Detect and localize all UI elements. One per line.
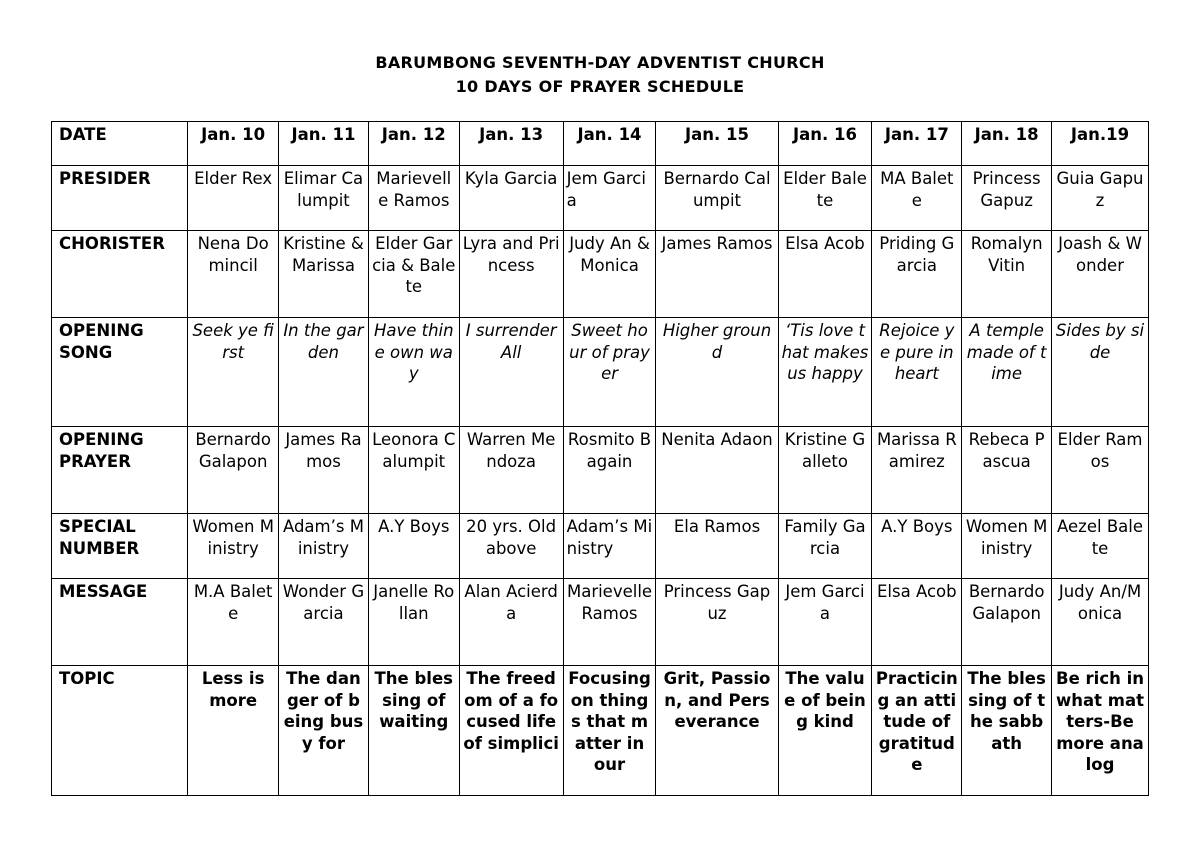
date-cell: Jan. 13	[459, 122, 563, 166]
presider-cell: Jem Garcia	[563, 166, 656, 231]
opening-song-cell: A temple made of time	[962, 318, 1052, 427]
opening-song-cell: Rejoice ye pure in heart	[872, 318, 962, 427]
chorister-row	[52, 231, 1149, 318]
special-number-cell: Aezel Balete	[1052, 514, 1149, 579]
presider-cell: Princess Gapuz	[962, 166, 1052, 231]
opening-prayer-cell: James Ramos	[279, 427, 369, 514]
topic-cell: The blessing of waiting	[368, 666, 459, 796]
prayer-schedule-table	[51, 121, 1149, 796]
chorister-cell: Nena Domincil	[188, 231, 279, 318]
message-cell: Alan Acierda	[459, 579, 563, 666]
date-cell: Jan. 12	[368, 122, 459, 166]
row-label-opening-prayer: OPENING PRAYER	[52, 427, 188, 514]
message-cell: Judy An/Monica	[1052, 579, 1149, 666]
row-label-presider: PRESIDER	[52, 166, 188, 231]
topic-cell: The blessing of the sabbath	[962, 666, 1052, 796]
chorister-cell: Elder Garcia & Balete	[368, 231, 459, 318]
special-number-cell: A.Y Boys	[368, 514, 459, 579]
opening-prayer-cell: Kristine Galleto	[778, 427, 872, 514]
row-label-special-number: SPECIAL NUMBER	[52, 514, 188, 579]
topic-row	[52, 666, 1149, 796]
opening-song-cell: I surrender All	[459, 318, 563, 427]
presider-cell: Bernardo Calumpit	[656, 166, 778, 231]
opening-song-cell: Sweet hour of prayer	[563, 318, 656, 427]
opening-song-cell: ‘Tis love that makes us happy	[778, 318, 872, 427]
message-cell: Jem Garcia	[778, 579, 872, 666]
special-number-cell: Women Ministry	[962, 514, 1052, 579]
chorister-cell: Romalyn Vitin	[962, 231, 1052, 318]
topic-cell: Less is more	[188, 666, 279, 796]
opening-song-cell: In the garden	[279, 318, 369, 427]
opening-song-cell: Higher ground	[656, 318, 778, 427]
presider-cell: Elder Balete	[778, 166, 872, 231]
message-row	[52, 579, 1149, 666]
message-cell: Princess Gapuz	[656, 579, 778, 666]
chorister-cell: Judy An & Monica	[563, 231, 656, 318]
special-number-cell: Women Ministry	[188, 514, 279, 579]
row-label-date: DATE	[52, 122, 188, 166]
topic-cell: Grit, Passion, and Perseverance	[656, 666, 778, 796]
message-cell: Wonder Garcia	[279, 579, 369, 666]
opening-prayer-cell: Rosmito Bagain	[563, 427, 656, 514]
date-cell: Jan. 17	[872, 122, 962, 166]
church-title: BARUMBONG SEVENTH-DAY ADVENTIST CHURCH	[375, 53, 825, 72]
row-label-chorister: CHORISTER	[52, 231, 188, 318]
opening-prayer-cell: Marissa Ramirez	[872, 427, 962, 514]
topic-cell: The value of being kind	[778, 666, 872, 796]
opening-song-cell: Have thine own way	[368, 318, 459, 427]
opening-song-row	[52, 318, 1149, 427]
opening-prayer-cell: Elder Ramos	[1052, 427, 1149, 514]
opening-prayer-cell: Leonora Calumpit	[368, 427, 459, 514]
row-label-topic: TOPIC	[52, 666, 188, 796]
special-number-cell: 20 yrs. Old above	[459, 514, 563, 579]
topic-cell: Focusing on things that matter in our	[563, 666, 656, 796]
presider-cell: Guia Gapuz	[1052, 166, 1149, 231]
topic-cell: Be rich in what matters-Be more analog	[1052, 666, 1149, 796]
opening-prayer-cell: Rebeca Pascua	[962, 427, 1052, 514]
special-number-row	[52, 514, 1149, 579]
special-number-cell: Adam’s Ministry	[279, 514, 369, 579]
topic-cell: The danger of being busy for	[279, 666, 369, 796]
message-cell: Bernardo Galapon	[962, 579, 1052, 666]
date-cell: Jan.19	[1052, 122, 1149, 166]
row-label-opening-song: OPENING SONG	[52, 318, 188, 427]
topic-cell: Practicing an attitude of gratitude	[872, 666, 962, 796]
opening-prayer-cell: Warren Mendoza	[459, 427, 563, 514]
chorister-cell: Priding Garcia	[872, 231, 962, 318]
special-number-cell: A.Y Boys	[872, 514, 962, 579]
topic-cell: The freedom of a focused life of simplici	[459, 666, 563, 796]
message-cell: Marievelle Ramos	[563, 579, 656, 666]
date-cell: Jan. 14	[563, 122, 656, 166]
chorister-cell: Kristine & Marissa	[279, 231, 369, 318]
opening-song-cell: Sides by side	[1052, 318, 1149, 427]
chorister-cell: James Ramos	[656, 231, 778, 318]
message-cell: Elsa Acob	[872, 579, 962, 666]
date-cell: Jan. 16	[778, 122, 872, 166]
opening-prayer-row	[52, 427, 1149, 514]
presider-cell: Marievelle Ramos	[368, 166, 459, 231]
chorister-cell: Lyra and Princess	[459, 231, 563, 318]
chorister-cell: Elsa Acob	[778, 231, 872, 318]
message-cell: Janelle Rollan	[368, 579, 459, 666]
special-number-cell: Family Garcia	[778, 514, 872, 579]
schedule-title: 10 DAYS OF PRAYER SCHEDULE	[455, 77, 745, 96]
date-cell: Jan. 18	[962, 122, 1052, 166]
opening-prayer-cell: Bernardo Galapon	[188, 427, 279, 514]
special-number-cell: Ela Ramos	[656, 514, 778, 579]
date-cell: Jan. 15	[656, 122, 778, 166]
presider-cell: Kyla Garcia	[459, 166, 563, 231]
date-row	[52, 122, 1149, 166]
chorister-cell: Joash & Wonder	[1052, 231, 1149, 318]
opening-song-cell: Seek ye first	[188, 318, 279, 427]
presider-cell: Elimar Calumpit	[279, 166, 369, 231]
special-number-cell: Adam’s Ministry	[563, 514, 656, 579]
message-cell: M.A Balete	[188, 579, 279, 666]
presider-cell: MA Balete	[872, 166, 962, 231]
presider-cell: Elder Rex	[188, 166, 279, 231]
opening-prayer-cell: Nenita Adaon	[656, 427, 778, 514]
presider-row	[52, 166, 1149, 231]
date-cell: Jan. 11	[279, 122, 369, 166]
date-cell: Jan. 10	[188, 122, 279, 166]
row-label-message: MESSAGE	[52, 579, 188, 666]
